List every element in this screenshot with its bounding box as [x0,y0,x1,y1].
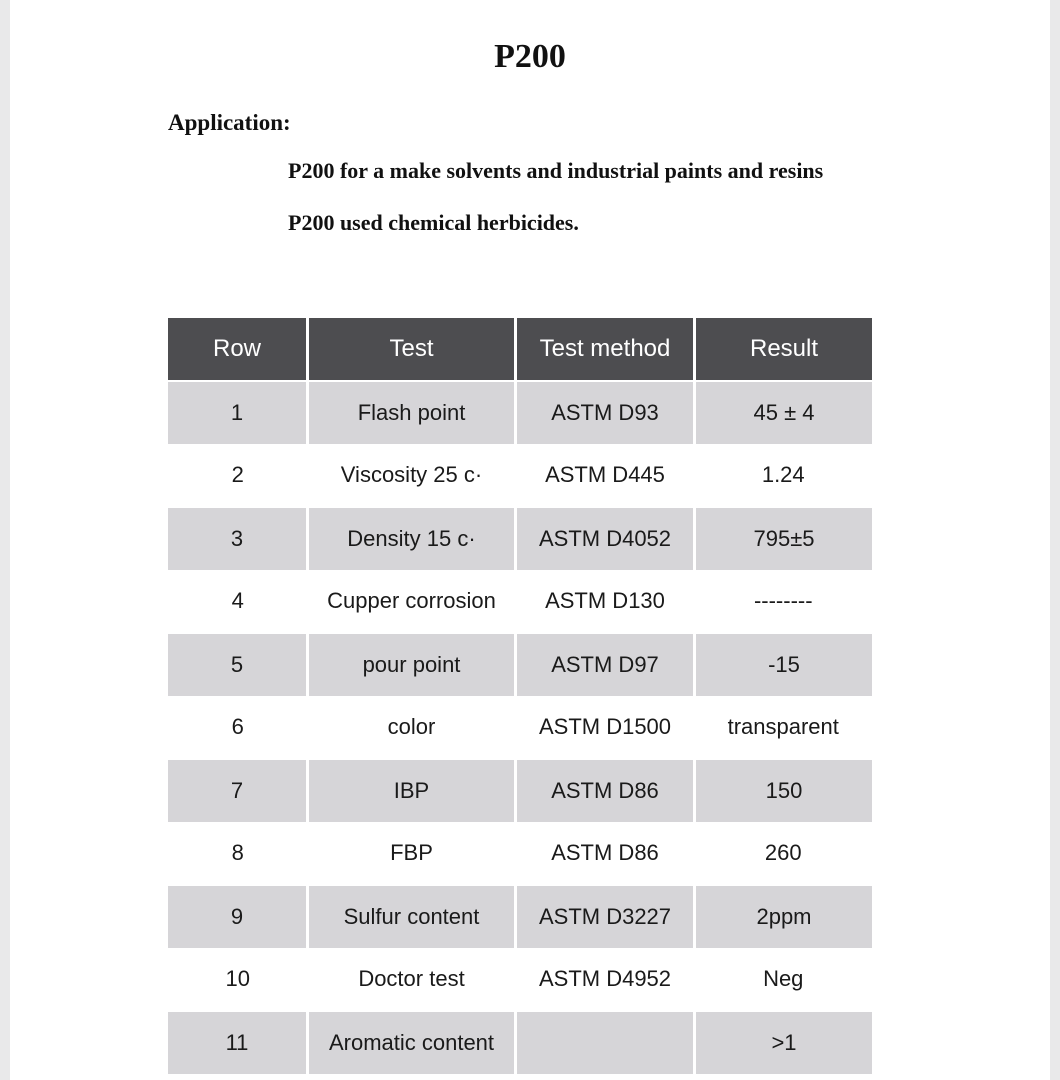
cell-result: >1 [695,1011,873,1074]
cell-method: ASTM D86 [551,840,659,865]
cell-test: Density 15 c· [308,507,516,570]
header-row: Row [168,318,308,381]
table-header-row [168,318,872,381]
cell-result: -15 [695,633,873,696]
cell-row: 8 [231,840,244,865]
cell-row: 11 [168,1011,308,1074]
document-page [10,0,1050,1080]
cell-test: IBP [308,759,516,822]
application-label: Application: [168,110,291,135]
cell-result: -------- [753,588,813,613]
table-row [168,507,872,570]
cell-method: ASTM D445 [545,462,665,487]
application-line-1: P200 for a make solvents and industrial paints and resins [288,158,824,183]
header-test: Test [308,318,516,381]
specification-table [168,318,872,1074]
table-row [168,1011,872,1074]
cell-row: 7 [168,759,308,822]
table-row [168,759,872,822]
cell-result: transparent [727,714,839,739]
cell-result: 45 ± 4 [695,381,873,444]
cell-result: 150 [695,759,873,822]
header-test-method: Test method [516,318,695,381]
cell-row: 4 [231,588,244,613]
cell-test: Aromatic content [308,1011,516,1074]
cell-test: pour point [308,633,516,696]
table-row [168,822,872,885]
table-row [168,696,872,759]
cell-result: 795±5 [695,507,873,570]
cell-test: Cupper corrosion [327,588,496,613]
cell-row: 5 [168,633,308,696]
cell-row: 10 [225,966,250,991]
cell-result: 2ppm [695,885,873,948]
cell-row: 6 [231,714,244,739]
header-result: Result [695,318,873,381]
cell-method: ASTM D3227 [516,885,695,948]
cell-row: 3 [168,507,308,570]
table-row [168,948,872,1011]
cell-method: ASTM D97 [516,633,695,696]
cell-result: 1.24 [761,462,805,487]
cell-method: ASTM D4952 [538,966,672,991]
cell-method: ASTM D86 [516,759,695,822]
cell-test: Doctor test [358,966,465,991]
cell-row: 1 [168,381,308,444]
table-row [168,444,872,507]
cell-result: Neg [763,966,804,991]
page-title: P200 [494,38,566,75]
table-row [168,570,872,633]
cell-method: ASTM D1500 [538,714,672,739]
cell-test: FBP [390,840,433,865]
table-row [168,381,872,444]
table-row [168,885,872,948]
cell-test: color [387,714,436,739]
cell-test: Flash point [308,381,516,444]
application-line-2: P200 used chemical herbicides. [288,210,579,235]
cell-result: 260 [764,840,802,865]
cell-method: ASTM D4052 [516,507,695,570]
cell-method [516,1011,695,1074]
cell-row: 2 [231,462,244,487]
cell-test: Viscosity 25 c· [340,462,483,487]
cell-test: Sulfur content [308,885,516,948]
cell-method: ASTM D93 [516,381,695,444]
table-row [168,633,872,696]
cell-method: ASTM D130 [545,588,665,613]
cell-row: 9 [168,885,308,948]
